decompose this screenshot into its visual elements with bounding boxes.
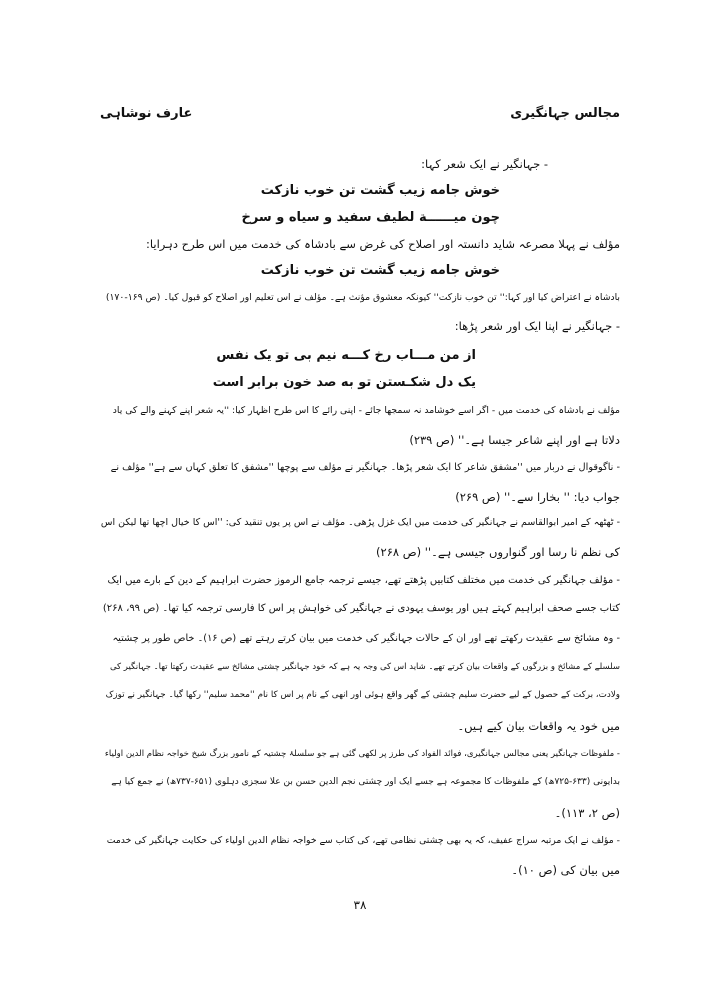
page-number: ۳۸ (353, 898, 367, 912)
text-line: ولادت، برکت کے حصول کے لیے حضرت سلیم چشتی کے گھر واقع ہوئی اور انھی کے نام پر اس کا نام ''محمد سلیم'' رکھا گیا۔ جہانگیر نے توزک (105, 690, 620, 700)
text-line: بدایونی (۶۳۳-۷۲۵ھ) کے ملفوظات کا مجموعہ ہے جسے ایک اور چشتی نجم الدین حسن بن علا سجزی دہلوی (۶۵۱-۷۳۷ھ) نے جمع کیا ہے (111, 777, 620, 787)
text-line: دلاتا ہے اور اپنے شاعر جیسا ہے۔'' (ص ۲۳۹) (409, 433, 620, 447)
text-line: میں خود یہ واقعات بیان کیے ہیں۔ (457, 719, 620, 733)
text-line: مؤلف نے پہلا مصرعہ شاید دانستہ اور اصلاح کی غرض سے بادشاہ کی خدمت میں اس طرح دہرایا: (146, 237, 620, 251)
verse-line: یک دل شکـستن تو به صد خون برابر است (212, 375, 476, 390)
text-line: کی نظم نا رسا اور گنواروں جیسی ہے۔'' (ص ۲۶۸) (376, 545, 620, 559)
text-line: جواب دیا: '' بخارا سے۔'' (ص ۲۶۹) (455, 490, 620, 504)
verse-line: چون میــــــة لطیف سفید و سیاه و سرخ (241, 210, 500, 225)
book-title: مجالس جہانگیری (510, 106, 620, 121)
text-line: - ملفوظات جہانگیر یعنی مجالس جہانگیری، فوائد الفواد کی طرز پر لکھی گئی ہے جو سلسلۂ چشتیہ کے نامور بزرگ شیخ خواجہ نظام الدین اولیاء (104, 749, 620, 759)
text-line: - جہانگیر نے اپنا ایک اور شعر پڑھا: (454, 319, 620, 333)
text-line: (ص ۲، ۱۱۳)۔ (554, 806, 620, 820)
text-line: سلسلے کے مشائخ و بزرگوں کے واقعات بیان کرتے تھے۔ شاید اس کی وجہ یہ ہے کہ خود جہانگیر چشتی مشائخ سے عقیدت رکھتا تھا۔ جہانگیر کی (109, 662, 620, 672)
text-line: کتاب جسے صحف ابراہیم کہتے ہیں اور یوسف یہودی نے جہانگیر کی خواہش پر اس کا فارسی ترجمہ کیا تھا۔ (ص ۹۹، ۲۶۸) (102, 603, 620, 614)
text-line: - وہ مشائخ سے عقیدت رکھتے تھے اور ان کے حالات جہانگیر کی خدمت میں بیان کرتے رہتے تھے (ص ۱۶)۔ خاص طور پر چشتیہ (112, 633, 620, 644)
text-line: میں بیان کی (ص ۱۰)۔ (511, 863, 620, 877)
text-line: مؤلف نے بادشاہ کی خدمت میں - اگر اسے خوشامد نہ سمجھا جائے - اپنی رائے کا اس طرح اظہار کیا: ''یہ شعر اپنے کہنے والے کی یاد (112, 405, 620, 416)
text-line: - مؤلف نے ایک مرتبہ سراج عفیف، کہ یہ بھی چشتی نظامی تھے، کی کتاب سے خواجہ نظام الدین اولیاء کی حکایت جہانگیر کی خدمت (106, 835, 620, 846)
text-line: - ناگوقوال نے دربار میں ''مشفق شاعر کا ایک شعر پڑھا۔ جہانگیر نے مؤلف سے پوچھا ''مشفق کا تعلق کہاں سے ہے'' مؤلف نے (110, 462, 620, 473)
author-name: عارف نوشاہی (100, 106, 193, 121)
text-line: بادشاہ نے اعتراض کیا اور کہا:'' تن خوب نازکت'' کیونکہ معشوق مؤنث ہے۔ مؤلف نے اس تعلیم اور اصلاح کو قبول کیا۔ (ص ۱۶۹-۱۷۰) (105, 292, 620, 303)
verse-line: از من مـــاب رخ کـــه نیم بی تو یک نفس (216, 348, 476, 363)
text-line: - ٹھٹھہ کے امیر ابوالقاسم نے جہانگیر کی خدمت میں ایک غزل پڑھی۔ مؤلف نے اس پر یوں تنقید کی: ''اس کا خیال اچھا تھا لیکن اس (100, 517, 620, 528)
running-header (100, 106, 620, 128)
text-line: - جہانگیر نے ایک شعر کہا: (421, 157, 548, 171)
text-line: - مؤلف جہانگیر کی خدمت میں مختلف کتابیں پڑھتے تھے، جیسے ترجمہ جامع الرموز حضرت ابراہیم کے دین کے بارے میں ایک (107, 575, 620, 586)
verse-line: خوش جامه زیب گشت تن خوب نازکت (260, 263, 500, 278)
verse-line: خوش جامه زیب گشت تن خوب نازکت (260, 183, 500, 198)
